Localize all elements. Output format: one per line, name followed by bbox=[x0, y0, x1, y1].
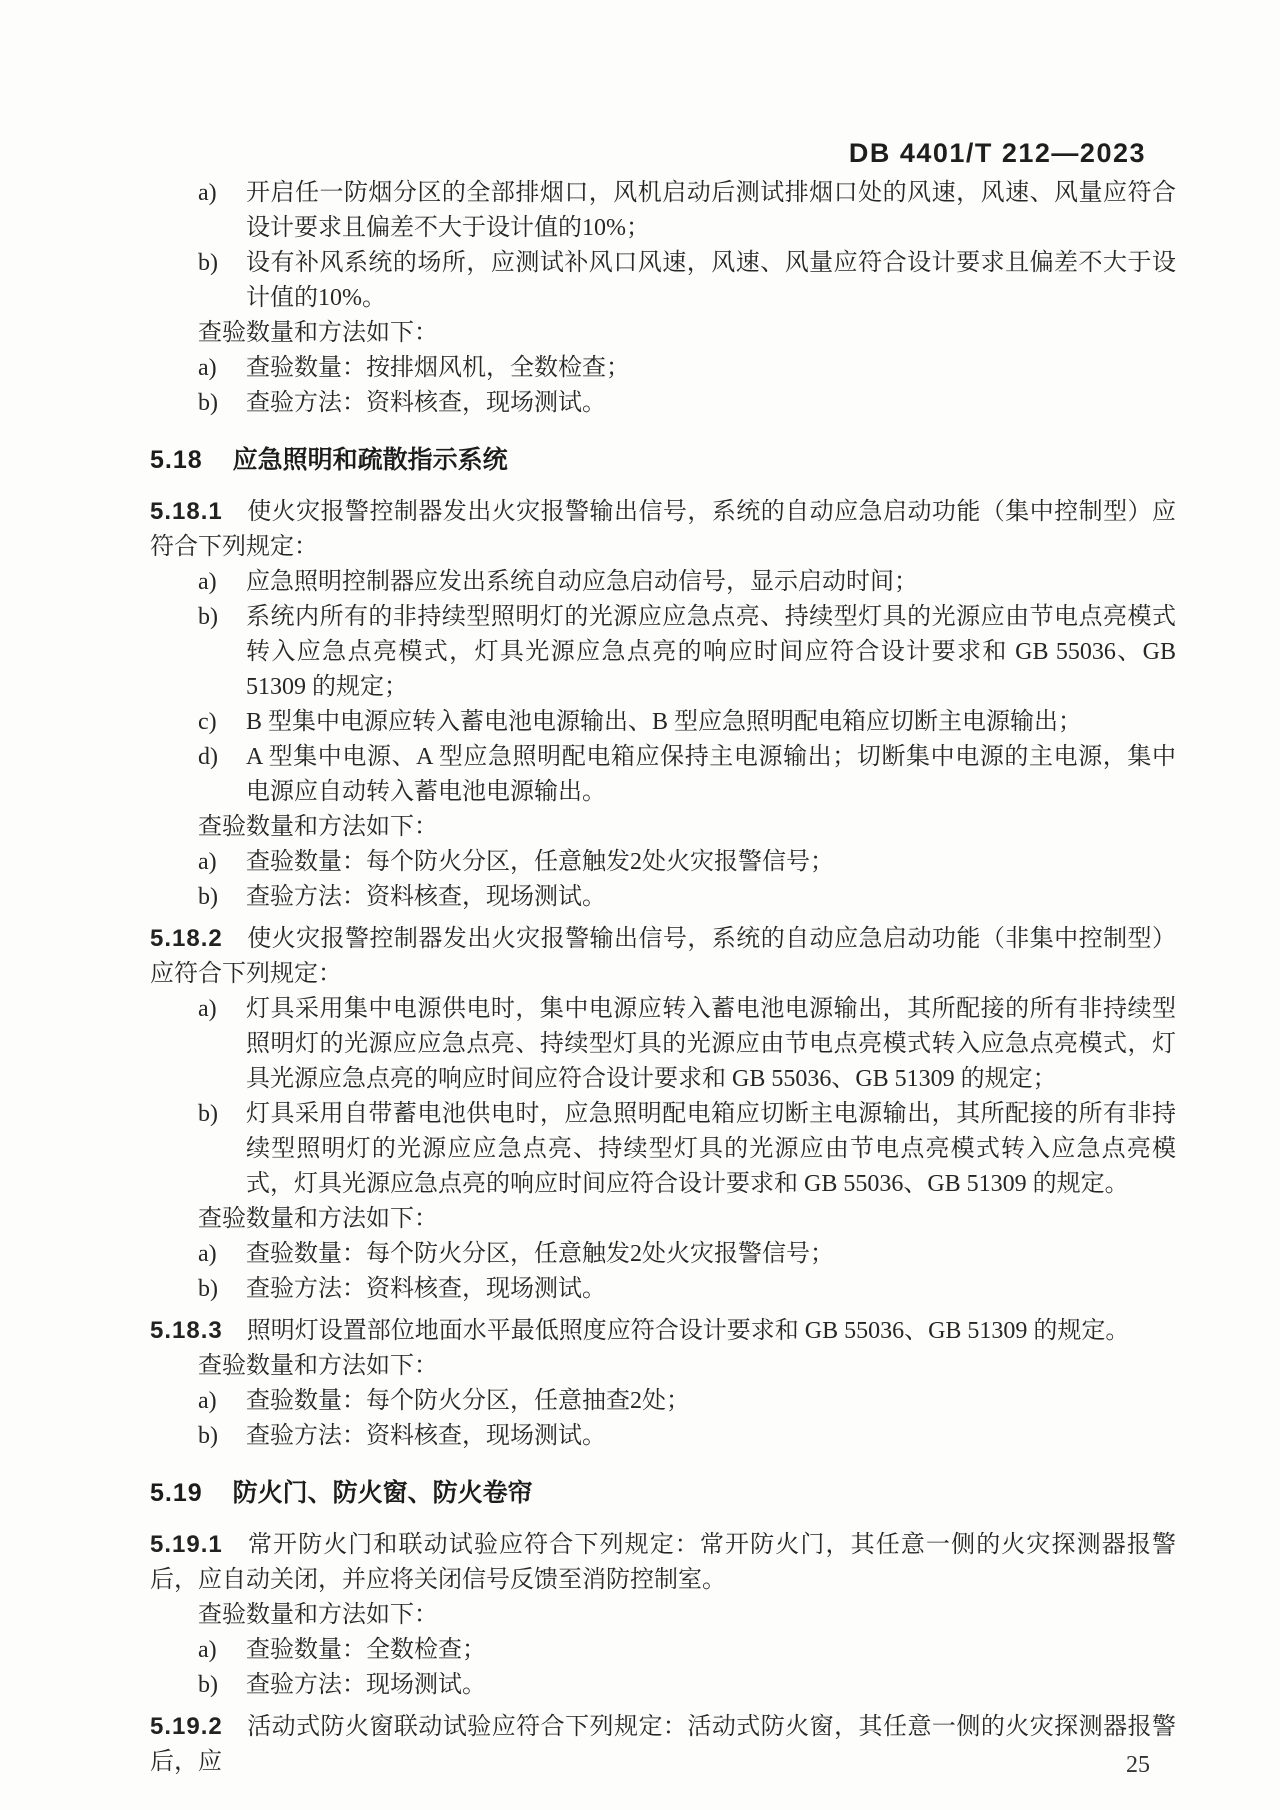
list-item-label: a) bbox=[198, 1637, 217, 1663]
list-item bbox=[150, 880, 1176, 915]
clause-number: 5.19.2 bbox=[150, 1713, 223, 1740]
clause-number: 5.18.1 bbox=[150, 498, 223, 525]
section-heading bbox=[150, 1476, 1176, 1511]
list-item-label: b) bbox=[198, 884, 218, 910]
clause-paragraph bbox=[150, 494, 1176, 565]
list-item bbox=[150, 1668, 1176, 1703]
paragraph: 查验数量和方法如下： bbox=[198, 814, 438, 840]
clause-number: 5.18.3 bbox=[150, 1317, 223, 1344]
list-item-text: 查验方法：资料核查，现场测试。 bbox=[246, 884, 606, 910]
clause-paragraph bbox=[150, 1709, 1176, 1780]
list-item bbox=[150, 1097, 1176, 1202]
list-item bbox=[150, 1237, 1176, 1272]
section-heading bbox=[150, 443, 1176, 478]
paragraph: 查验数量和方法如下： bbox=[198, 1602, 438, 1628]
list-item-text: A 型集中电源、A 型应急照明配电箱应保持主电源输出；切断集中电源的主电源，集中电源应自动转入蓄电池电源输出。 bbox=[246, 744, 1176, 805]
list-item-label: a) bbox=[198, 355, 217, 381]
list-item-text: 设有补风系统的场所，应测试补风口风速，风速、风量应符合设计要求且偏差不大于设计值的10%。 bbox=[246, 250, 1176, 311]
list-item-label: b) bbox=[198, 1101, 218, 1127]
paragraph: 查验数量和方法如下： bbox=[198, 320, 438, 346]
section-title: 防火门、防火窗、防火卷帘 bbox=[232, 1479, 533, 1507]
list-item bbox=[150, 1272, 1176, 1307]
list-item bbox=[150, 1633, 1176, 1668]
list-item bbox=[150, 1419, 1176, 1454]
section-title: 应急照明和疏散指示系统 bbox=[232, 446, 508, 474]
list-item-text: 应急照明控制器应发出系统自动应急启动信号，显示启动时间； bbox=[246, 569, 918, 595]
list-item-label: b) bbox=[198, 1423, 218, 1449]
list-item-text: 系统内所有的非持续型照明灯的光源应应急点亮、持续型灯具的光源应由节电点亮模式转入应急点亮模式，灯具光源应急点亮的响应时间应符合设计要求和 GB 55036、GB 51309 的规定； bbox=[246, 604, 1176, 700]
paragraph: 查验数量和方法如下： bbox=[198, 1353, 438, 1379]
clause-text: 活动式防火窗联动试验应符合下列规定：活动式防火窗，其任意一侧的火灾探测器报警后，应 bbox=[150, 1714, 1176, 1775]
clause-paragraph bbox=[150, 921, 1176, 992]
list-item bbox=[150, 600, 1176, 705]
list-item bbox=[150, 992, 1176, 1097]
list-item-label: b) bbox=[198, 1276, 218, 1302]
clause-text: 使火灾报警控制器发出火灾报警输出信号，系统的自动应急启动功能（非集中控制型）应符合下列规定： bbox=[150, 926, 1176, 987]
list-item-text: 查验数量：每个防火分区，任意触发2处火灾报警信号； bbox=[246, 849, 834, 875]
list-item-label: a) bbox=[198, 1388, 217, 1414]
list-item bbox=[150, 740, 1176, 810]
list-item bbox=[150, 351, 1176, 386]
list-item-label: c) bbox=[198, 709, 217, 735]
list-item bbox=[150, 565, 1176, 600]
page-number: 25 bbox=[1126, 1752, 1150, 1778]
list-item-label: a) bbox=[198, 849, 217, 875]
list-item-label: d) bbox=[198, 744, 218, 770]
list-item-text: 灯具采用集中电源供电时，集中电源应转入蓄电池电源输出，其所配接的所有非持续型照明灯的光源应应急点亮、持续型灯具的光源应由节电点亮模式转入应急点亮模式，灯具光源应急点亮的响应时间应符合设计要求和 GB 55036、GB 51309 的规定； bbox=[246, 996, 1176, 1092]
list-item-label: b) bbox=[198, 1672, 218, 1698]
clause-text: 照明灯设置部位地面水平最低照度应符合设计要求和 GB 55036、GB 51309 的规定。 bbox=[246, 1318, 1130, 1344]
list-item-label: a) bbox=[198, 180, 217, 206]
list-item-text: B 型集中电源应转入蓄电池电源输出、B 型应急照明配电箱应切断主电源输出； bbox=[246, 709, 1083, 735]
clause-text: 使火灾报警控制器发出火灾报警输出信号，系统的自动应急启动功能（集中控制型）应符合下列规定： bbox=[150, 499, 1176, 560]
list-item-label: a) bbox=[198, 569, 217, 595]
running-header-doc-code: DB 4401/T 212—2023 bbox=[848, 138, 1146, 168]
list-item-text: 查验方法：资料核查，现场测试。 bbox=[246, 1276, 606, 1302]
paragraph: 查验数量和方法如下： bbox=[198, 1206, 438, 1232]
list-item-text: 查验方法：资料核查，现场测试。 bbox=[246, 1423, 606, 1449]
section-number: 5.19 bbox=[150, 1479, 203, 1507]
list-item-text: 查验方法：现场测试。 bbox=[246, 1672, 486, 1698]
clause-number: 5.18.2 bbox=[150, 925, 223, 952]
clause-paragraph bbox=[150, 1527, 1176, 1598]
list-item-text: 查验数量：全数检查； bbox=[246, 1637, 486, 1663]
list-item bbox=[150, 705, 1176, 740]
list-item-label: a) bbox=[198, 996, 217, 1022]
clause-text: 常开防火门和联动试验应符合下列规定：常开防火门，其任意一侧的火灾探测器报警后，应自动关闭，并应将关闭信号反馈至消防控制室。 bbox=[150, 1532, 1176, 1593]
clause-paragraph bbox=[150, 1313, 1176, 1349]
list-item bbox=[150, 246, 1176, 316]
document-content bbox=[150, 176, 1176, 1780]
list-item-text: 灯具采用自带蓄电池供电时，应急照明配电箱应切断主电源输出，其所配接的所有非持续型照明灯的光源应应急点亮、持续型灯具的光源应由节电点亮模式转入应急点亮模式，灯具光源应急点亮的响应时间应符合设计要求和 GB 55036、GB 51309 的规定。 bbox=[246, 1101, 1176, 1197]
list-item-text: 查验方法：资料核查，现场测试。 bbox=[246, 390, 606, 416]
section-number: 5.18 bbox=[150, 446, 203, 474]
list-item-text: 查验数量：每个防火分区，任意触发2处火灾报警信号； bbox=[246, 1241, 834, 1267]
list-item-label: b) bbox=[198, 604, 218, 630]
list-item-label: b) bbox=[198, 390, 218, 416]
list-item-label: a) bbox=[198, 1241, 217, 1267]
list-item-text: 查验数量：按排烟风机，全数检查； bbox=[246, 355, 630, 381]
list-item-text: 开启任一防烟分区的全部排烟口，风机启动后测试排烟口处的风速，风速、风量应符合设计要求且偏差不大于设计值的10%； bbox=[246, 180, 1176, 241]
list-item bbox=[150, 845, 1176, 880]
list-item bbox=[150, 1384, 1176, 1419]
clause-number: 5.19.1 bbox=[150, 1531, 223, 1558]
list-item bbox=[150, 176, 1176, 246]
list-item bbox=[150, 386, 1176, 421]
list-item-label: b) bbox=[198, 250, 218, 276]
list-item-text: 查验数量：每个防火分区，任意抽查2处； bbox=[246, 1388, 690, 1414]
